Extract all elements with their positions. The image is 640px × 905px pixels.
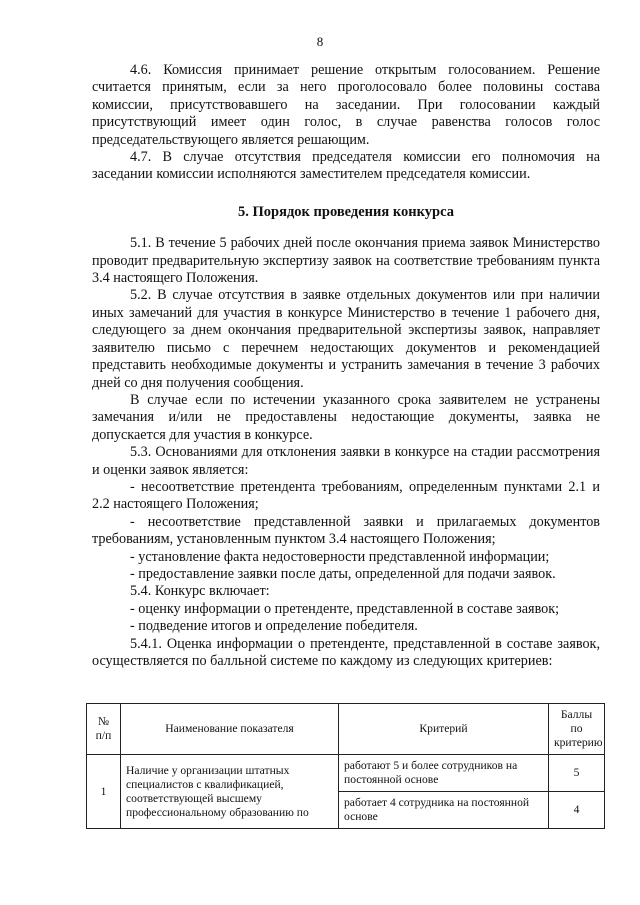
header-criterion: Критерий [339, 704, 549, 755]
indicator-name: Наличие у организации штатных специалистов с квалификацией, соответствующей высшему профессиональному образованию по [121, 755, 339, 829]
section-heading: 5. Порядок проведения конкурса [238, 203, 454, 220]
list-item: - установление факта недостоверности представленной информации; [130, 548, 550, 565]
criterion-text: работает 4 сотрудника на постоянной основе [339, 792, 549, 829]
paragraph-5-2: 5.2. В случае отсутствия в заявке отдельных документов или при наличии иных замечаний для участия в конкурсе Министерство в течение 1 рабочего дня, следующего за днем окончания предварительной экспертизы заявок, направляет заявителю письмо с перечнем недостающих документов и рекомендацией представить необходимые документы и устранить замечания в течение 3 рабочих дней со дня получения сообщения. [92, 287, 600, 391]
list-item: - несоответствие представленной заявки и прилагаемых документов требованиям, установленным пунктом 3.4 настоящего Положения; [92, 513, 600, 548]
header-points: Баллы по критерию [549, 704, 605, 755]
list-item: - несоответствие претендента требованиям, определенным пунктами 2.1 и 2.2 настоящего Положения; [92, 478, 600, 513]
paragraph-5-1: 5.1. В течение 5 рабочих дней после окончания приема заявок Министерство проводит предварительную экспертизу заявок на соответствие требованиям пункта 3.4 настоящего Положения. [92, 235, 600, 287]
header-indicator-name: Наименование показателя [121, 704, 339, 755]
criterion-points: 5 [549, 755, 605, 792]
criteria-table [86, 703, 605, 829]
table-header-row [87, 704, 605, 755]
header-number: № п/п [87, 704, 121, 755]
paragraph-5-3: 5.3. Основаниями для отклонения заявки в конкурсе на стадии рассмотрения и оценки заявок является: [92, 444, 600, 478]
paragraph-4-7: 4.7. В случае отсутствия председателя комиссии его полномочия на заседании комиссии исполняются заместителем председателя комиссии. [92, 149, 600, 183]
page-number: 8 [316, 34, 324, 49]
paragraph-5-4: 5.4. Конкурс включает: [130, 583, 270, 600]
list-item: - оценку информации о претенденте, представленной в составе заявок; [130, 600, 560, 617]
criterion-text: работают 5 и более сотрудников на постоянной основе [339, 755, 549, 792]
paragraph-5-2-continued: В случае если по истечении указанного срока заявителем не устранены замечания и/или не предоставлены недостающие документы, заявка не допускается для участия в конкурсе. [92, 391, 600, 443]
list-item: - предоставление заявки после даты, определенной для подачи заявок. [130, 565, 556, 582]
list-item: - подведение итогов и определение победителя. [130, 618, 418, 635]
criterion-points: 4 [549, 792, 605, 829]
paragraph-5-4-1: 5.4.1. Оценка информации о претенденте, представленной в составе заявок, осуществляется по балльной системе по каждому из следующих критериев: [92, 635, 600, 669]
row-number: 1 [87, 755, 121, 829]
paragraph-4-6: 4.6. Комиссия принимает решение открытым голосованием. Решение считается принятым, если за него проголосовало более половины состава комиссии, присутствовавшего на заседании. При голосовании каждый присутствующий имеет один голос, в случае равенства голосов голос председательствующего является решающим. [92, 62, 600, 148]
document-body [92, 62, 600, 670]
table-row [87, 755, 605, 792]
